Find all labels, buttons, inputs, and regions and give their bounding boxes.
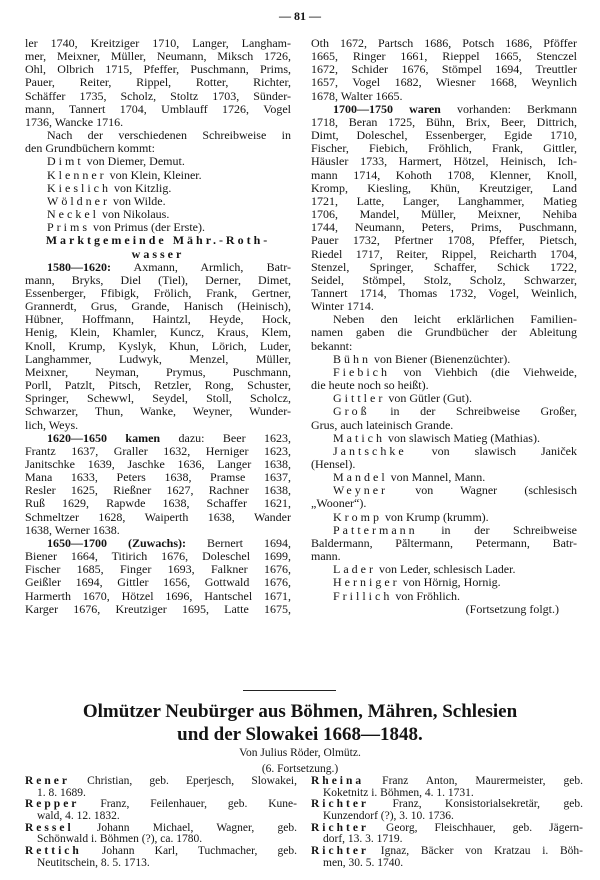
text-line: Springer, Schewwl, Seydel, Stoll, Scholcz, <box>25 392 291 406</box>
article-byline: Von Julius Röder, Olmütz. <box>239 747 361 759</box>
text-line: Mana 1633, Peters 1638, Pramse 1637, <box>25 471 291 485</box>
text-line: 1678, Walter 1665. <box>311 89 403 103</box>
text-line: Frillich von Fröhlich. <box>333 589 461 603</box>
entry-continuation: men, 30. 5. 1740. <box>323 857 404 869</box>
text-line: 1736, Wancke 1716. <box>25 115 124 129</box>
text-line: Fischer 1685, Finger 1693, Falkner 1676, <box>25 563 291 577</box>
text-line: Schäffer 1735, Scholz, Stoltz 1703, Sünder- <box>25 89 291 103</box>
entry-line: Rener Christian, geb. Eperjesch, Slowakei, <box>25 776 297 787</box>
text-line: Riedel 1717, Reiter, Rippel, Reicharth 1704, <box>311 247 577 261</box>
spaced-name: Mandel <box>333 471 388 485</box>
entry-line: Richter Georg, Fleischhauer, geb. Jägern- <box>311 822 583 834</box>
text-line: Henig, Klein, Khamler, Kuncz, Kraus, Klem, <box>25 326 291 340</box>
text-line: Nach der verschiedenen Schreibweise in <box>47 129 291 143</box>
text-line: Stenzel, Springer, Schaffer, Schick 1722, <box>311 260 577 274</box>
spaced-name: Groß <box>333 405 370 419</box>
text-line: Hübner, Hoffmann, Haintzl, Heyde, Hock, <box>25 313 291 327</box>
spaced-name: Matich <box>333 431 385 445</box>
entry-continuation: Neutitschein, 8. 5. 1713. <box>37 857 150 869</box>
entry-line: Rheina Franz Anton, Maurermeister, geb. <box>311 776 583 787</box>
entry-surname: Rheina <box>311 776 365 787</box>
text-line: Wöldner von Wilde. <box>47 194 166 208</box>
entry-surname: Repper <box>25 799 80 811</box>
text-line: Groß in der Schreibweise Großer, <box>333 405 577 419</box>
entry-line: Ressel Johann Michael, Wagner, geb. <box>25 822 297 834</box>
text-line: Fischer, Fiebich, Fröhlich, Frank, Gittler, <box>311 142 577 156</box>
text-line: Ruß 1629, Rapwde 1638, Schaffer 1621, <box>25 497 291 511</box>
text-line: Resler 1625, Rießner 1627, Rachner 1638, <box>25 484 291 498</box>
text-line: lich, Weys. <box>25 418 79 432</box>
spaced-name: Neckel <box>47 208 99 222</box>
spaced-name: Bühn <box>333 352 372 366</box>
text-line: 1721, Latte, Langer, Langhammer, Matieg <box>311 194 577 208</box>
article-installment: (6. Fortsetzung.) <box>261 763 339 775</box>
spaced-name: Herniger <box>333 576 400 590</box>
text-line: bekannt: <box>311 339 353 353</box>
article-byline-block <box>0 745 600 777</box>
text-line: Kieslich von Kitzlig. <box>47 181 172 195</box>
text-line: Biener 1664, Titirich 1676, Doleschel 1699, <box>25 550 291 564</box>
left-column <box>25 37 291 616</box>
period-label: 1700—1750 waren <box>333 102 441 116</box>
text-line: Pauer 1732, Pfertner 1708, Pfeffer, Pietsch, <box>311 234 577 248</box>
spaced-name: Jantschke <box>333 444 407 458</box>
text-line: Dimt, Doleschel, Essenberger, Egide 1710, <box>311 129 577 143</box>
text-line: den Grundbüchern kommt: <box>25 142 155 156</box>
text-line: Pattermann in der Schreibweise <box>333 523 577 537</box>
text-line: Seidel, Stömpel, Stolz, Scholz, Schwarzer, <box>311 273 577 287</box>
text-line: wasser <box>131 247 185 261</box>
entry-continuation: Schönwald i. Böhmen (?), ca. 1780. <box>37 834 203 846</box>
text-line: Baldermann, Păltermann, Petermann, Batr- <box>311 536 577 550</box>
entry-continuation: 1. 8. 1689. <box>37 787 86 799</box>
text-line: Klenner von Klein, Kleiner. <box>47 168 202 182</box>
spaced-name: Weyner <box>333 484 389 498</box>
text-line: 1700—1750 waren vorhanden: Berkmann <box>333 102 577 116</box>
text-line: Oth 1672, Partsch 1686, Potsch 1686, Pföffer <box>311 37 577 50</box>
text-line: Kromp, Kiesling, Khün, Kreutziger, Land <box>311 181 577 195</box>
spaced-name: Fiebich <box>333 365 390 379</box>
text-line: 1650—1700 (Zuwachs): Bernert 1694, <box>47 536 291 550</box>
entry-line: Richter Ignaz, Bäcker von Kratzau i. Böh- <box>311 846 583 858</box>
text-line: Schmeltzer 1628, Waiperth 1638, Wander <box>25 510 291 524</box>
text-line: Frantz 1637, Graller 1632, Herniger 1623, <box>25 444 291 458</box>
text-line: Pauer, Reiter, Rippel, Rotter, Richter, <box>25 76 291 90</box>
text-line: Gittler von Gütler (Gut). <box>333 392 472 406</box>
text-line: Marktgemeinde Mähr.-Roth- <box>45 234 271 248</box>
text-line: Kromp von Krump (krumm). <box>333 510 489 524</box>
article-title <box>0 700 600 746</box>
entries-right <box>311 776 583 870</box>
entry-surname: Rener <box>25 776 71 787</box>
spaced-name: Dimt <box>47 155 84 169</box>
text-line: Karger 1676, Kreutziger 1695, Latte 1675, <box>25 602 291 616</box>
text-line: Meixner, Neyman, Prymus, Puschmann, <box>25 365 291 379</box>
text-line: 1620—1650 kamen dazu: Beer 1623, <box>47 431 291 445</box>
text-line: Weyner von Wagner (schlesisch <box>333 484 577 498</box>
text-line: Prims von Primus (der Erste). <box>47 221 205 235</box>
text-line: 1744, Neumann, Peters, Prims, Puschmann, <box>311 221 577 235</box>
text-line: (Hensel). <box>311 458 356 471</box>
spaced-name: Pattermann <box>333 523 418 537</box>
text-line: mer, Meixner, Müller, Neumann, Miksch 1726, <box>25 50 291 64</box>
entry-line: Richter Franz, Konsistorialsekretär, geb. <box>311 799 583 811</box>
period-label: 1650—1700 (Zuwachs): <box>47 536 187 550</box>
entry-continuation: dorf, 13. 3. 1719. <box>323 834 403 846</box>
spaced-name: Lader <box>333 563 376 577</box>
text-line: 1706, Mandel, Müller, Meixner, Nehiba <box>311 208 577 222</box>
entry-surname: Richter <box>311 822 370 834</box>
text-line: Fiebich von Viehbich (die Viehweide, <box>333 365 577 379</box>
text-line: Schwarzer, Thun, Wanke, Weyner, Wunder- <box>25 405 291 419</box>
text-line: Matich von slawisch Matieg (Mathias). <box>333 431 540 445</box>
text-line: 1638, Werner 1638. <box>25 523 120 537</box>
text-line: Tannert 1714, Thomas 1732, Vogel, Weinlich, <box>311 286 577 300</box>
text-line: namen gaben die Grundbücher der Ableitung <box>311 326 577 340</box>
text-line: mann, Bryks, Diel (Tiel), Derner, Dimet, <box>25 273 291 287</box>
entry-surname: Richter <box>311 799 370 811</box>
text-line: mann. <box>311 550 341 564</box>
spaced-name: Frillich <box>333 589 393 603</box>
text-line: Knoll, Krump, Kyslyk, Khun, Lörich, Luder, <box>25 339 291 353</box>
entries-left <box>25 776 297 870</box>
text-line: die heute noch so heißt). <box>311 379 429 393</box>
text-line: 1718, Beran 1725, Bühn, Brix, Beer, Dittrich, <box>311 115 577 129</box>
entry-surname: Rettich <box>25 846 82 858</box>
text-line: Dimt von Diemer, Demut. <box>47 155 185 169</box>
text-line: Porll, Patzlt, Pitsch, Retzler, Rong, Schuster, <box>25 379 291 393</box>
section-divider <box>243 690 336 691</box>
spaced-name: Gittler <box>333 392 386 406</box>
text-line: Mandel von Mannel, Mann. <box>333 471 486 485</box>
text-line: Lader von Leder, schlesisch Lader. <box>333 563 516 577</box>
text-line: Grannerdt, Grus, Grande, Hanisch (Heinisch), <box>25 300 291 314</box>
entry-continuation: Kunzendorf (?), 3. 10. 1736. <box>323 811 454 823</box>
text-line: mann, Tannert 1704, Umblauff 1726, Vogel <box>25 102 291 116</box>
article-title-line-2: und der Slowakei 1668—1848. <box>177 724 423 745</box>
text-line: „Wooner“). <box>311 497 367 511</box>
period-label: 1620—1650 kamen <box>47 431 161 445</box>
text-line: Harmerth 1670, Hötzel 1696, Hantschel 1671, <box>25 589 291 603</box>
text-line: 1665, Ringer 1661, Rieppel 1665, Stenczel <box>311 50 577 64</box>
text-line: 1657, Vogel 1682, Wiesner 1668, Weynlich <box>311 76 577 90</box>
text-line: 1672, Schider 1676, Stömpel 1694, Treuttler <box>311 63 577 77</box>
text-line: Herniger von Hörnig, Hornig. <box>333 576 501 590</box>
text-line: mann 1714, Kohoth 1708, Klenner, Knoll, <box>311 168 577 182</box>
spaced-name: Wöldner <box>47 194 110 208</box>
entry-line: Rettich Johann Karl, Tuchmacher, geb. <box>25 846 297 858</box>
spaced-name: Kromp <box>333 510 382 524</box>
text-line: Grus, auch lateinisch Grande. <box>311 418 454 432</box>
spaced-name: Prims <box>47 221 91 235</box>
text-line: ler 1740, Kreitziger 1710, Langer, Langham- <box>25 37 291 50</box>
entry-surname: Richter <box>311 846 370 858</box>
text-line: Häusler 1733, Harmert, Hötzel, Heinisch, Ich- <box>311 155 577 169</box>
period-label: 1580—1620: <box>47 260 111 274</box>
right-column <box>311 37 577 616</box>
article-title-line-1: Olmützer Neubürger aus Böhmen, Mähren, Schlesien <box>82 701 518 722</box>
spaced-name: Klenner <box>47 168 107 182</box>
text-line: Langhammer, Ludwyk, Menzel, Müller, <box>25 352 291 366</box>
text-line: Winter 1714. <box>311 300 374 314</box>
entry-line: Repper Franz, Feilenhauer, geb. Kune- <box>25 799 297 811</box>
text-line: Bühn von Biener (Bienenzüchter). <box>333 352 511 366</box>
text-line: Geißler 1694, Gittler 1656, Gottwald 1676, <box>25 576 291 590</box>
text-line: Essenberger, Ffibigk, Frölich, Frank, Gertner, <box>25 286 291 300</box>
text-line: 1580—1620: Axmann, Armlich, Batr- <box>47 260 291 274</box>
entry-continuation: wald, 4. 12. 1832. <box>37 811 120 823</box>
text-line: Ohl, Olbrich 1715, Pfeffer, Puschmann, Prims, <box>25 63 291 77</box>
text-line: Neben den leicht erklärlichen Familien- <box>333 313 577 327</box>
text-line: Jantschke von slawisch Janiček <box>333 444 577 458</box>
page-number: — 81 — <box>279 9 321 23</box>
text-line: (Fortsetzung folgt.) <box>465 602 559 616</box>
text-line: Neckel von Nikolaus. <box>47 208 170 222</box>
entry-continuation: Koketnitz i. Böhmen, 4. 1. 1731. <box>323 787 474 799</box>
spaced-name: Kieslich <box>47 181 111 195</box>
text-line: Janitschke 1639, Jaschke 1636, Langer 1638, <box>25 458 291 471</box>
entry-surname: Ressel <box>25 822 74 834</box>
